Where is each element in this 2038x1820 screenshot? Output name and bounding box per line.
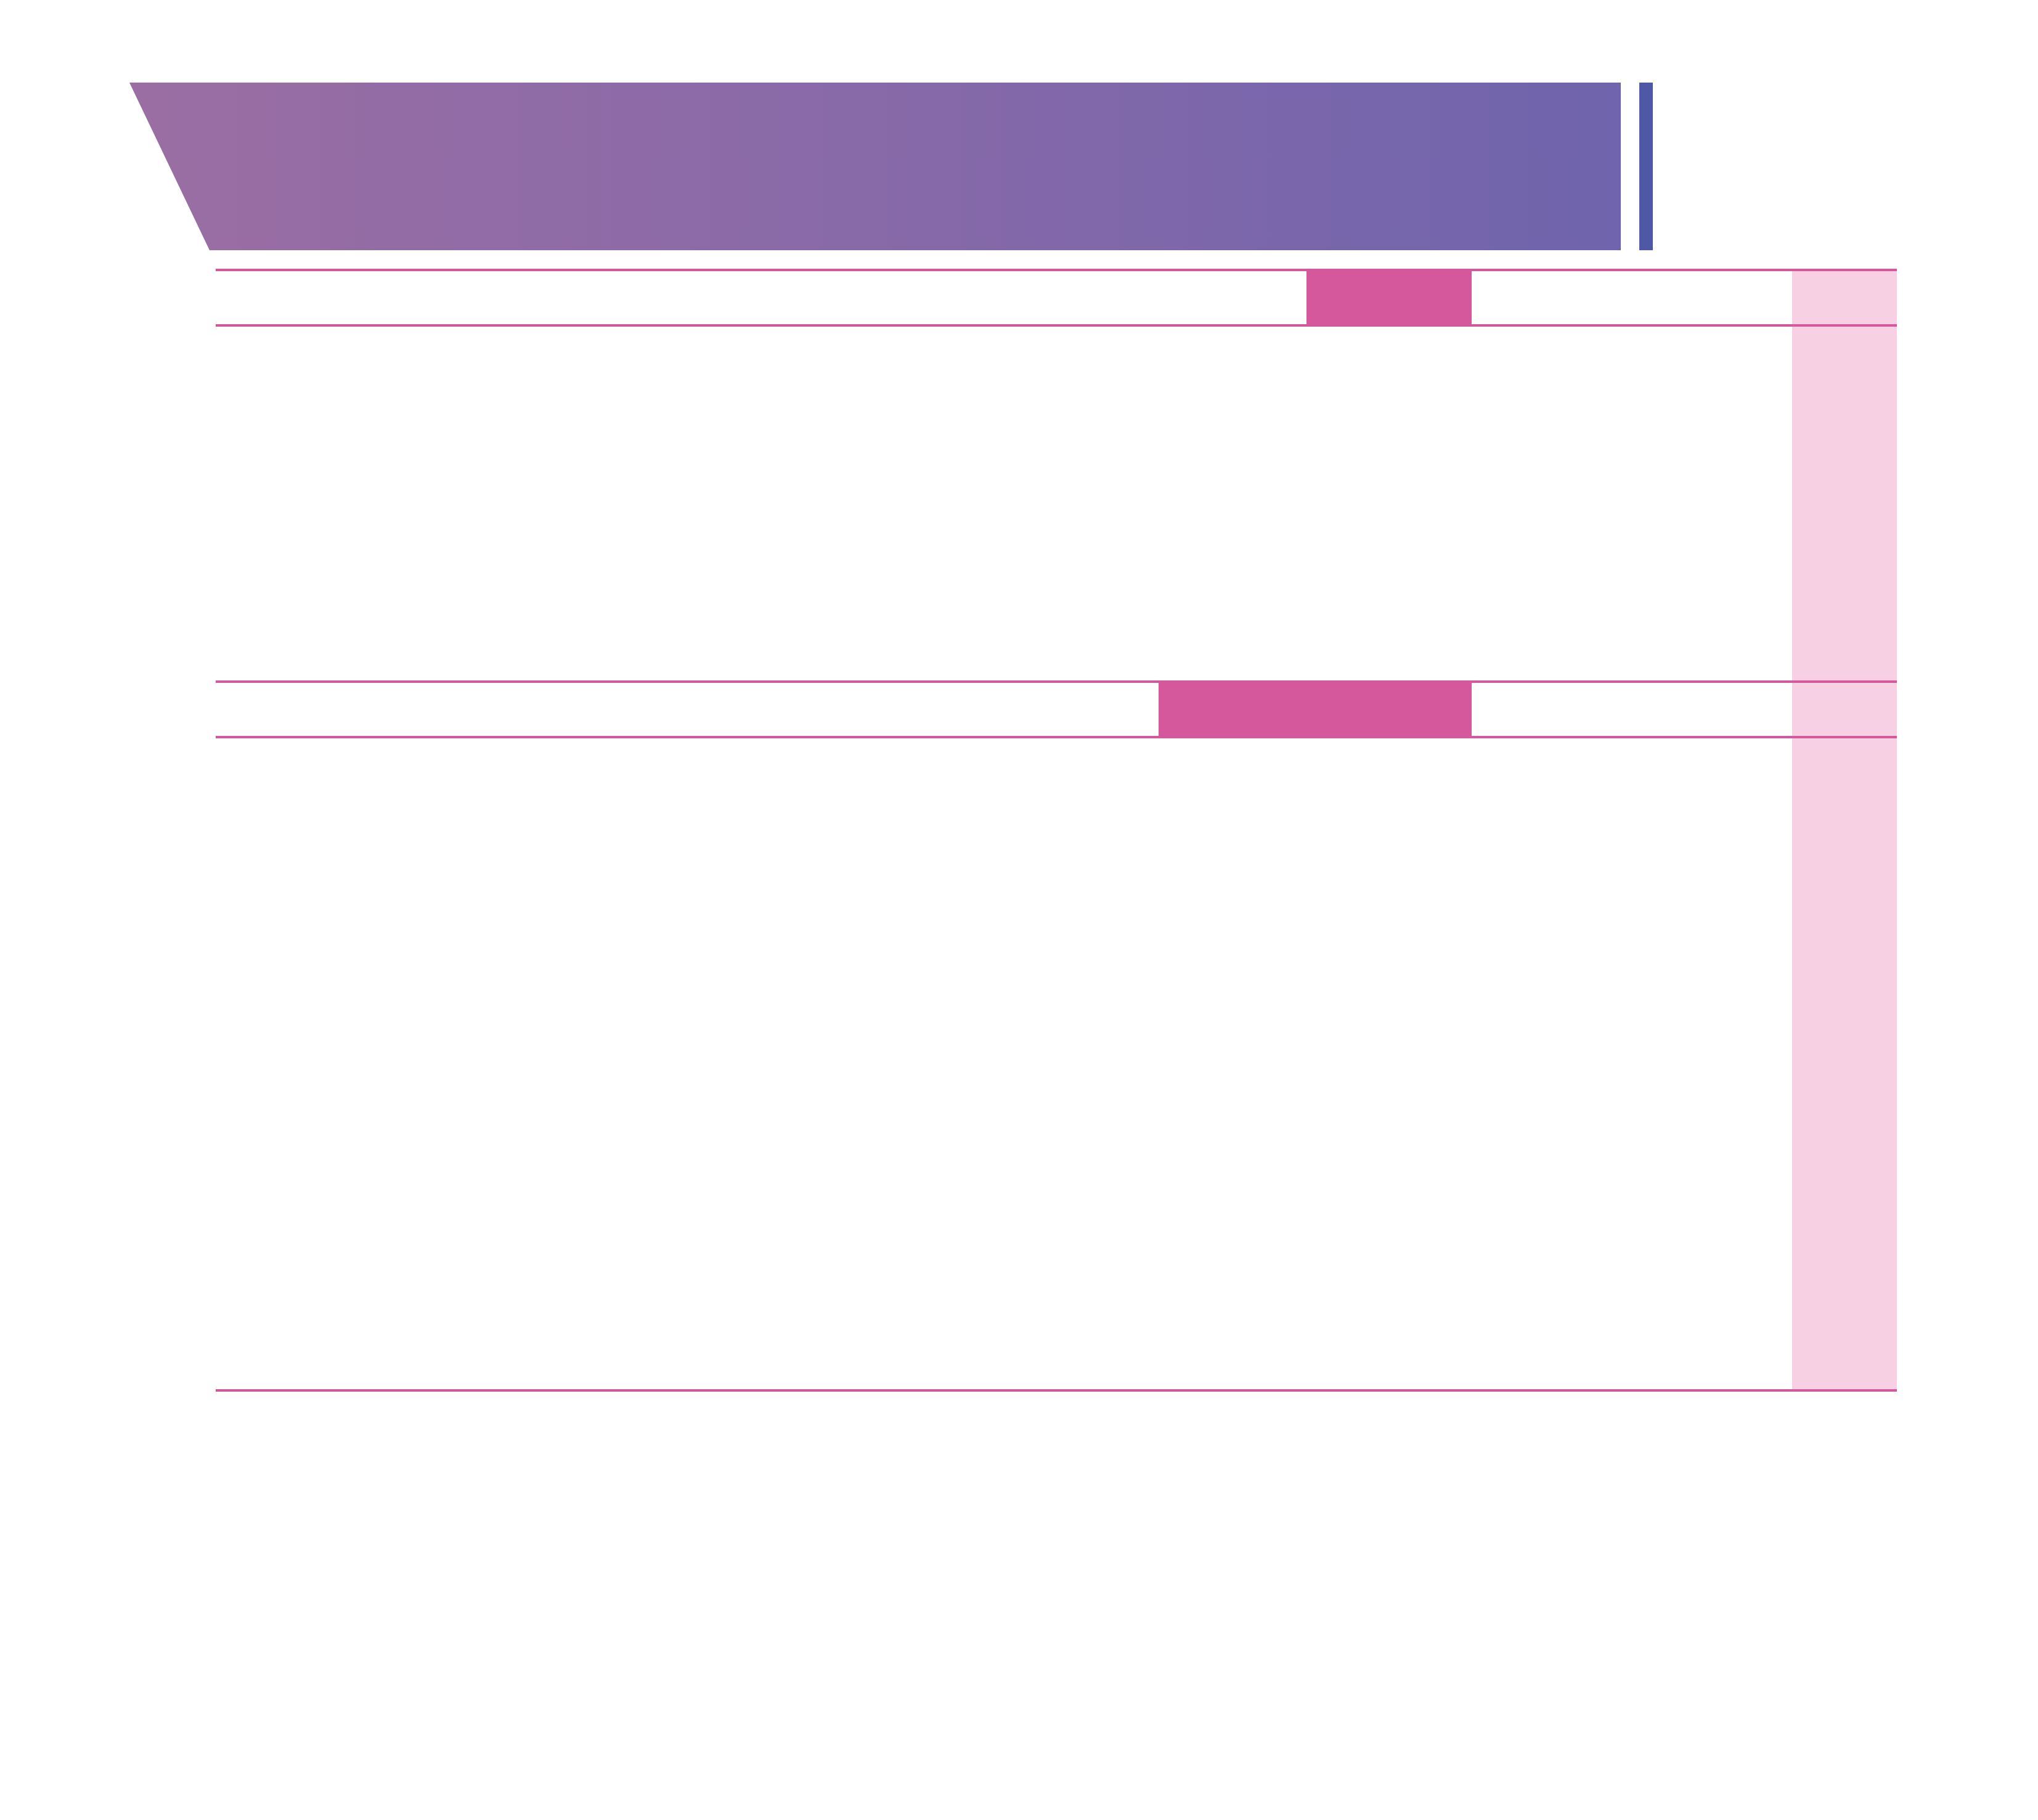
table-bottom-rule [216, 1389, 1897, 1392]
column-2016-highlight [1792, 269, 1897, 1392]
total-row [0, 694, 2038, 725]
title-banner [129, 83, 1621, 250]
header-divider [1639, 83, 1653, 250]
header-bottom-rule [216, 324, 1897, 327]
total-bottom-rule [216, 736, 1897, 738]
table-top-rule [216, 269, 1897, 271]
total-top-rule [216, 680, 1897, 683]
year-header-label [1306, 271, 1472, 324]
